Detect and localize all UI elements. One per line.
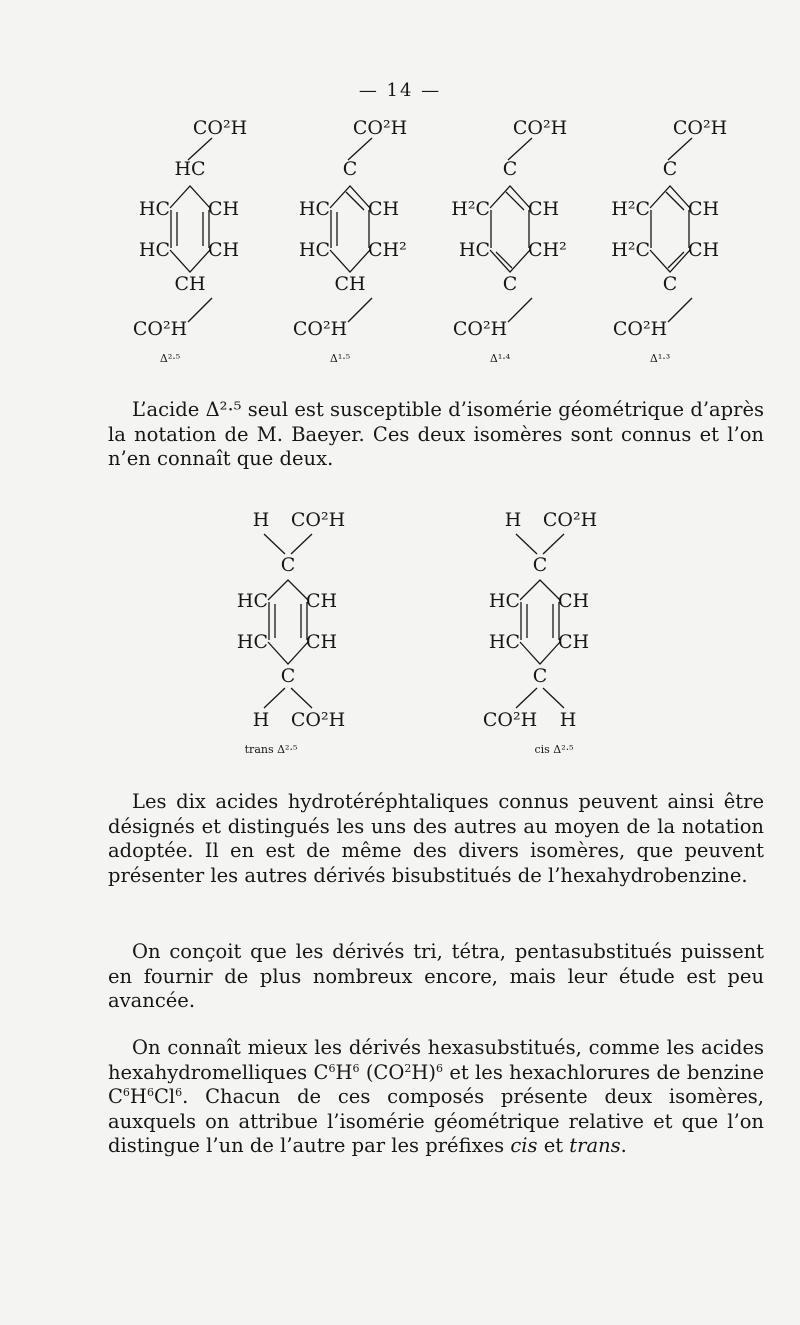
c4-label: C <box>280 665 296 687</box>
structure-cis <box>483 509 597 756</box>
top-left-substituent: H <box>504 509 522 531</box>
bottom-left-substituent: H <box>252 709 270 731</box>
top-substituent: CO²H <box>512 117 568 139</box>
top-right-substituent: CO²H <box>290 509 346 531</box>
left-upper: HC <box>236 590 268 612</box>
bottom-left-substituent: CO²H <box>482 709 538 731</box>
bottom-right-substituent: H <box>559 709 577 731</box>
structure-delta-1-3 <box>611 117 727 365</box>
right-upper: CH <box>528 198 560 220</box>
top-substituent: CO²H <box>192 117 248 139</box>
c1-label: C <box>532 554 548 576</box>
c4-label: C <box>662 273 678 295</box>
left-lower: H²C <box>611 239 650 261</box>
right-lower: CH² <box>528 239 567 261</box>
c1-label: C <box>342 158 358 180</box>
right-lower: CH <box>208 239 240 261</box>
left-upper: HC <box>298 198 330 220</box>
right-lower: CH <box>558 631 590 653</box>
left-lower: HC <box>458 239 490 261</box>
top-substituent: CO²H <box>352 117 408 139</box>
left-lower: HC <box>298 239 330 261</box>
top-substituent: CO²H <box>672 117 728 139</box>
top-right-substituent: CO²H <box>542 509 598 531</box>
page-number: — 14 — <box>358 80 442 101</box>
left-upper: HC <box>488 590 520 612</box>
right-lower: CH <box>306 631 338 653</box>
bottom-substituent: CO²H <box>292 318 348 340</box>
structure-label: Δ²·⁵ <box>159 352 181 365</box>
left-upper: H²C <box>611 198 650 220</box>
bottom-substituent: CO²H <box>452 318 508 340</box>
structure-label: cis Δ²·⁵ <box>534 743 574 756</box>
c4-label: CH <box>334 273 366 295</box>
paragraph-2: Les dix acides hydrotéréphtaliques connus peuvent ainsi être désignés et distingués les uns des autres au moyen de la notation adoptée. Il en est de même des divers isomères, que peuvent présenter les autres dérivés bisubstitués de l’hexahydrobenzine. <box>108 790 764 887</box>
right-upper: CH <box>688 198 720 220</box>
c1-label: C <box>502 158 518 180</box>
bottom-substituent: CO²H <box>612 318 668 340</box>
structure-label: Δ¹·⁴ <box>489 352 511 365</box>
right-lower: CH² <box>368 239 407 261</box>
row2-structures <box>0 500 800 760</box>
left-lower: HC <box>488 631 520 653</box>
left-upper: H²C <box>451 198 490 220</box>
bottom-right-substituent: CO²H <box>290 709 346 731</box>
right-upper: CH <box>558 590 590 612</box>
c1-label: HC <box>174 158 206 180</box>
structure-delta-1-5 <box>293 117 407 365</box>
structure-trans <box>237 509 345 756</box>
paragraph-4: On connaît mieux les dérivés hexasubstitués, comme les acides hexahydromelliques $C^6H^6$ $(CO^2H)^6$ et les hexachlorures de benzine $C^6H^6Cl^6$. Chacun de ces composés présente deux isomères, auxquels on attribue l’isomérie géométrique relative et que l’on distingue l’un de l’autre par les préfixes cis et trans. <box>108 1036 765 1157</box>
c1-label: C <box>662 158 678 180</box>
c4-label: C <box>532 665 548 687</box>
row1-structures <box>0 100 800 370</box>
right-upper: CH <box>208 198 240 220</box>
structure-label: trans Δ²·⁵ <box>244 743 298 756</box>
c4-label: C <box>502 273 518 295</box>
paragraph-3: On conçoit que les dérivés tri, tétra, pentasubstitués puissent en fournir de plus nombreux encore, mais leur étude est peu avancée. <box>108 940 764 1012</box>
left-lower: HC <box>236 631 268 653</box>
right-upper: CH <box>306 590 338 612</box>
structure-delta-1-4 <box>451 117 567 365</box>
c1-label: C <box>280 554 296 576</box>
left-upper: HC <box>138 198 170 220</box>
bottom-substituent: CO²H <box>132 318 188 340</box>
c4-label: CH <box>174 273 206 295</box>
structure-label: Δ¹·⁵ <box>329 352 351 365</box>
structure-label: Δ¹·³ <box>649 352 671 365</box>
top-left-substituent: H <box>252 509 270 531</box>
structure-delta-2-5 <box>133 117 247 365</box>
left-lower: HC <box>138 239 170 261</box>
paragraph-1: L’acide Δ²·⁵ seul est susceptible d’isomérie géométrique d’après la notation de M. Baeyer. Ces deux isomères sont connus et l’on n’en connaît que deux. <box>108 398 764 470</box>
right-lower: CH <box>688 239 720 261</box>
right-upper: CH <box>368 198 400 220</box>
